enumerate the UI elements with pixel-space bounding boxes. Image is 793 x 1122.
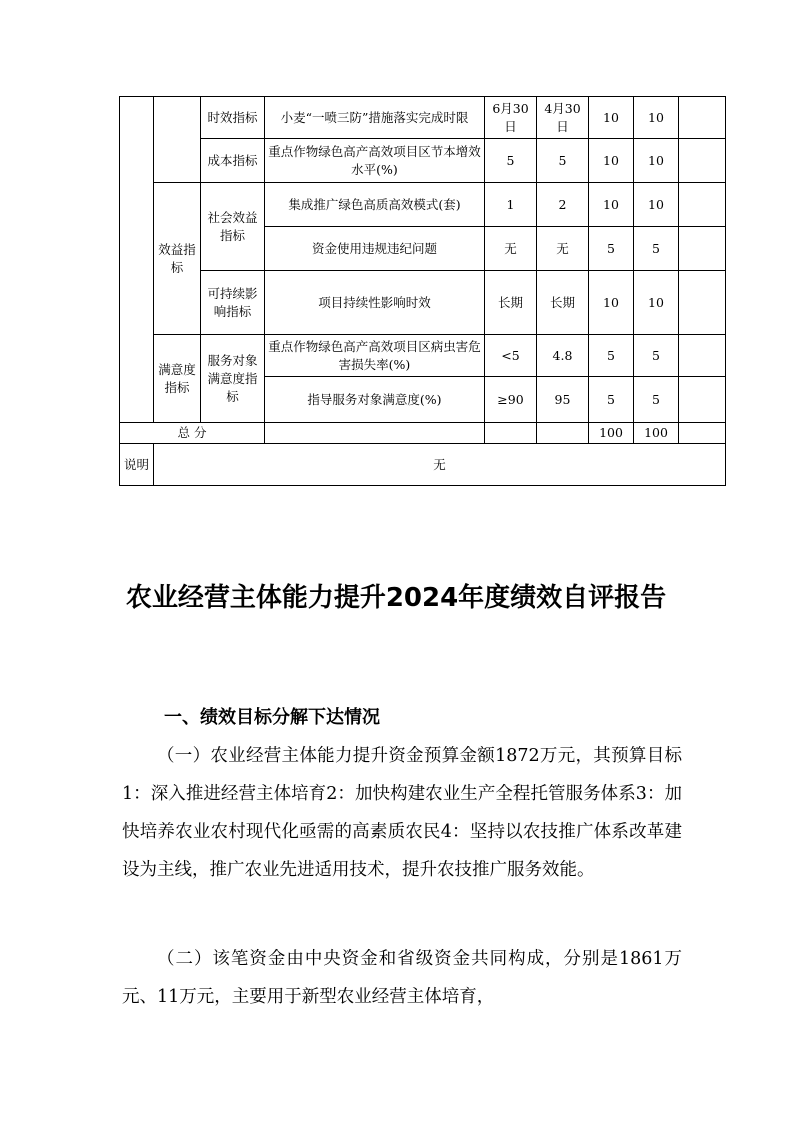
table-row <box>120 423 726 444</box>
score-value: 5 <box>634 377 679 423</box>
note-label: 说明 <box>120 444 154 486</box>
score-value: 10 <box>634 271 679 335</box>
target-value: 5 <box>485 139 537 183</box>
table-row <box>120 139 726 183</box>
score-value: 10 <box>634 183 679 227</box>
remark-cell <box>679 183 726 227</box>
table-row <box>120 444 726 486</box>
actual-value: 无 <box>537 227 589 271</box>
remark-cell <box>679 227 726 271</box>
target-value: 无 <box>485 227 537 271</box>
target-value: 6月30日 <box>485 97 537 139</box>
table-row <box>120 97 726 139</box>
actual-value: 5 <box>537 139 589 183</box>
performance-table <box>119 96 726 486</box>
score-value: 10 <box>634 97 679 139</box>
page-title: 农业经营主体能力提升2024年度绩效自评报告 <box>125 583 667 613</box>
target-value: ≥90 <box>485 377 537 423</box>
table-row <box>120 335 726 377</box>
level2-cell <box>154 97 201 183</box>
target-value: 长期 <box>485 271 537 335</box>
table-row <box>120 271 726 335</box>
actual-value: 长期 <box>537 271 589 335</box>
social-label: 社会效益指标 <box>201 183 265 271</box>
target-value: 1 <box>485 183 537 227</box>
indicator-desc: 项目持续性影响时效 <box>265 271 485 335</box>
paragraph: （一）农业经营主体能力提升资金预算金额1872万元，其预算目标1：深入推进经营主体培育2：加快构建农业生产全程托管服务体系3：加快培养农业农村现代化亟需的高素质农民4：坚持以农技推广体系改革建设为主线，推广农业先进适用技术，提升农技推广服务效能。 <box>122 746 682 880</box>
indicator-desc: 集成推广绿色高质高效模式(套) <box>265 183 485 227</box>
actual-value: 4月30日 <box>537 97 589 139</box>
remark-cell <box>679 335 726 377</box>
paragraph: （二）该笔资金由中央资金和省级资金共同构成，分别是1861万元、11万元，主要用于新型农业经营主体培育， <box>122 949 682 1007</box>
actual-value: 95 <box>537 377 589 423</box>
empty-cell <box>265 423 485 444</box>
total-weight: 100 <box>589 423 634 444</box>
weight-value: 5 <box>589 227 634 271</box>
score-value: 5 <box>634 227 679 271</box>
score-value: 10 <box>634 139 679 183</box>
remark-cell <box>679 377 726 423</box>
benefit-label: 效益指标 <box>154 183 201 335</box>
table-row <box>120 183 726 227</box>
section-heading: 一、绩效目标分解下达情况 <box>164 707 380 728</box>
remark-cell <box>679 97 726 139</box>
satisfaction-l3: 服务对象满意度指标 <box>201 335 265 423</box>
target-value: <5 <box>485 335 537 377</box>
indicator-desc: 重点作物绿色高产高效项目区节本增效水平(%) <box>265 139 485 183</box>
empty-cell <box>537 423 589 444</box>
indicator-desc: 资金使用违规违纪问题 <box>265 227 485 271</box>
score-value: 5 <box>634 335 679 377</box>
actual-value: 4.8 <box>537 335 589 377</box>
total-label: 总 分 <box>120 423 265 444</box>
satisfaction-l2: 满意度指标 <box>154 335 201 423</box>
indicator-l3: 可持续影响指标 <box>201 271 265 335</box>
indicator-desc: 重点作物绿色高产高效项目区病虫害危害损失率(%) <box>265 335 485 377</box>
weight-value: 10 <box>589 97 634 139</box>
indicator-desc: 小麦“一喷三防”措施落实完成时限 <box>265 97 485 139</box>
weight-value: 10 <box>589 139 634 183</box>
indicator-l3: 成本指标 <box>201 139 265 183</box>
level1-cell <box>120 97 154 423</box>
remark-cell <box>679 423 726 444</box>
empty-cell <box>485 423 537 444</box>
indicator-desc: 指导服务对象满意度(%) <box>265 377 485 423</box>
actual-value: 2 <box>537 183 589 227</box>
weight-value: 10 <box>589 183 634 227</box>
indicator-l3: 时效指标 <box>201 97 265 139</box>
weight-value: 10 <box>589 271 634 335</box>
weight-value: 5 <box>589 335 634 377</box>
remark-cell <box>679 139 726 183</box>
remark-cell <box>679 271 726 335</box>
note-value: 无 <box>154 444 726 486</box>
total-score: 100 <box>634 423 679 444</box>
weight-value: 5 <box>589 377 634 423</box>
